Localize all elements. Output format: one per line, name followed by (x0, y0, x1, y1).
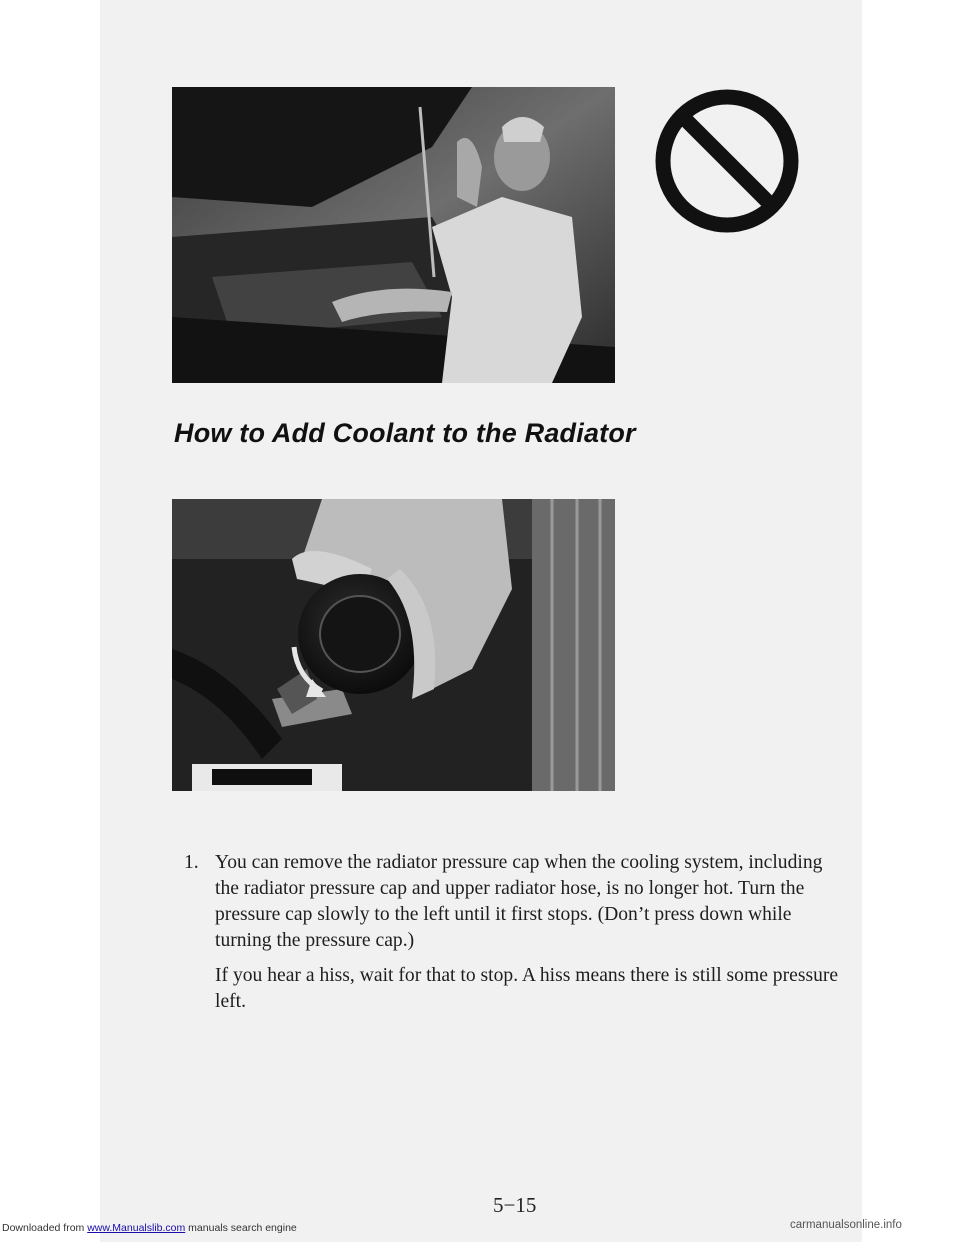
watermark: carmanualsonline.info (790, 1219, 902, 1231)
engine-hood-photo (172, 87, 615, 383)
no-symbol-icon (652, 86, 802, 236)
numbered-step (184, 850, 844, 1015)
step-paragraph: If you hear a hiss, wait for that to stop. A hiss means there is still some pressure left. (215, 965, 839, 1012)
footer-prefix: Downloaded from (2, 1222, 88, 1234)
radiator-cap-photo (172, 499, 615, 791)
step-number: 1. (184, 852, 199, 873)
section-heading: How to Add Coolant to the Radiator (174, 418, 636, 448)
footer-suffix: manuals search engine (185, 1222, 297, 1234)
page-number: 5−15 (493, 1193, 537, 1217)
download-footer (2, 1222, 297, 1234)
step-paragraph: You can remove the radiator pressure cap when the cooling system, including the radiator pressure cap and upper radiator hose, is no longer hot. Turn the pressure cap slowly to the left until it first stops. (Don’t press down while turning the pressure cap.) (215, 852, 823, 951)
manualslib-link[interactable]: www.Manualslib.com (87, 1222, 186, 1234)
